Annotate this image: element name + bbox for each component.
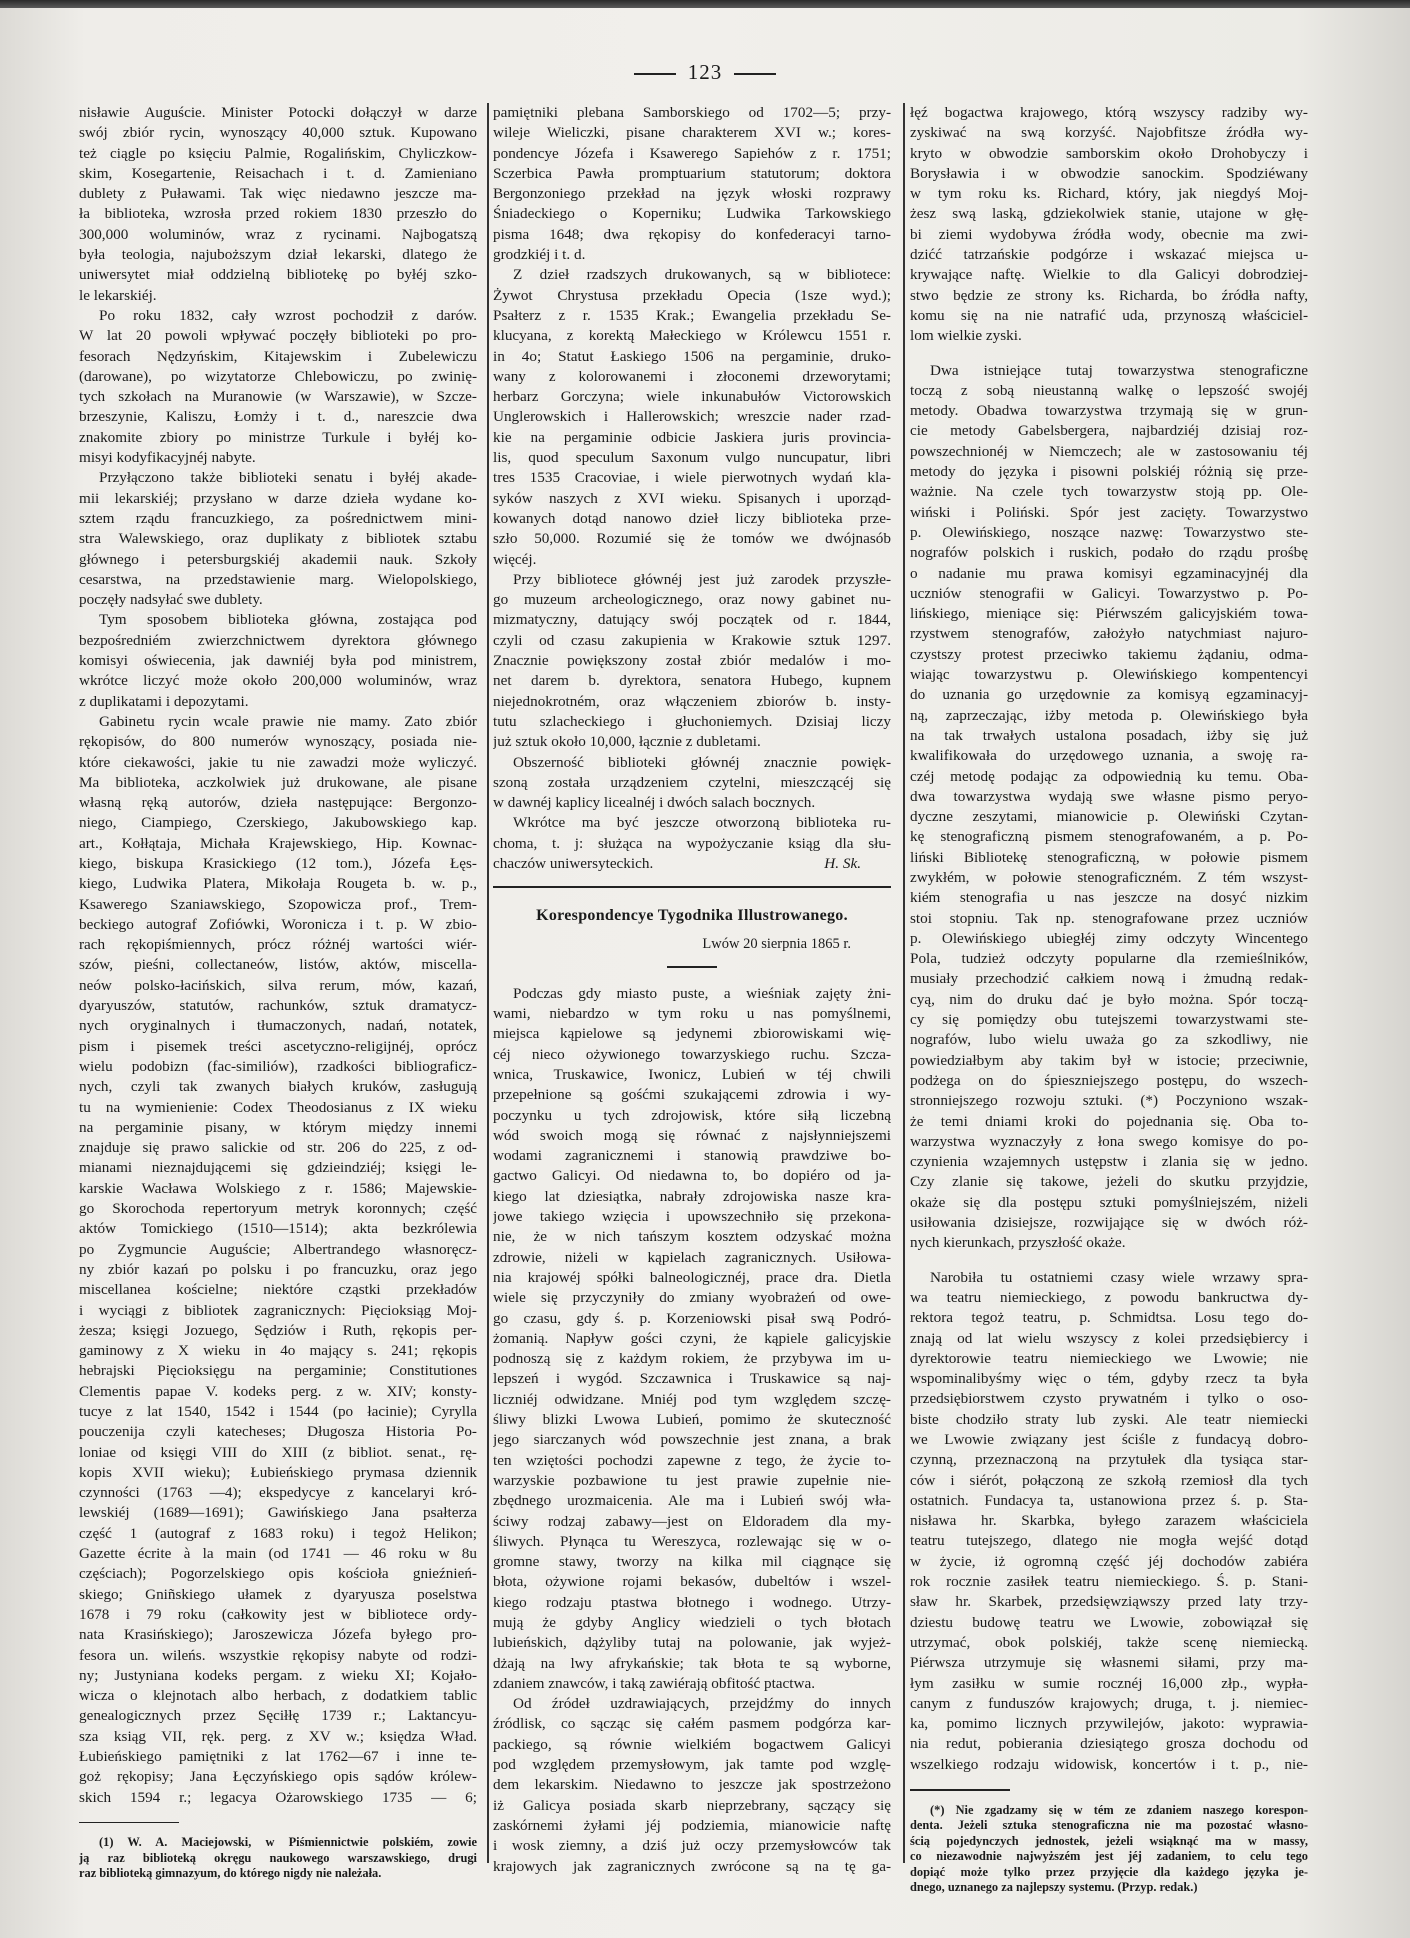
column-3-body <box>910 103 1308 1775</box>
text-line: poczynku u tych zdrojowisk, które siłą liczebną <box>493 1106 891 1124</box>
text-line: Clementis papae V. kodeks perg. z w. XIV; konsty- <box>79 1382 477 1400</box>
text-line: podnoszą się z każdym rokiem, że przybywa im u- <box>493 1350 891 1368</box>
text-line: sztem rządu francuzkiego, za pośrednictwem mini- <box>79 509 477 527</box>
text-line: herbarz Gorczyna; wiele inkunabułów Victorowskich <box>493 388 891 406</box>
text-line: wodami zagranicznemi i stanowią prawdziwe bo- <box>493 1147 891 1165</box>
text-line: zwykłém, w połowie stenograficzném. Z tém wszyst- <box>910 868 1308 886</box>
text-line: wiele się przyczyniły do zmiany wyobrażeń od owe- <box>493 1289 891 1307</box>
text-line: choma, t. j: służąca na wypożyczanie ksiąg dla słu- <box>493 834 891 852</box>
text-line: cy się pomiędzy obu tutejszemi towarzystwami ste- <box>910 1011 1308 1029</box>
text-line: łym zasiłku w sumie rocznéj 16,000 złp., wypła- <box>910 1674 1308 1692</box>
text-line: ną, zaprzeczając, iżby metoda p. Olewińskiego była <box>910 706 1308 724</box>
text-line: własną ręką autorów, dzieła następujące: Bergonzo- <box>79 794 477 812</box>
text-line: dnego, uznanego za najlepszy systemu. (Przyp. redak.) <box>910 1880 1198 1895</box>
text-line: Obszerność biblioteki głównéj znacznie powięk- <box>513 753 891 771</box>
text-line: p. Olewińskiego, noszące nazwę: Towarzystwo ste- <box>910 523 1308 541</box>
text-line: dzićć tatrzańskie podgórze i wskazać miejsca u- <box>910 246 1308 264</box>
text-line: nych, czyli tak zwanych białych kruków, zasługują <box>79 1078 477 1096</box>
text-line: tutu szlacheckiego i głuchoniemych. Dzisiaj liczy <box>493 712 891 730</box>
footnote-rule <box>79 1822 179 1824</box>
text-line: metody. Obadwa towarzystwa trzymają się w grun- <box>910 402 1308 420</box>
text-line: miscellanea kościelne; niektóre cząstki przekładów <box>79 1281 477 1299</box>
text-line: kiego lat dziesiątka, nabrały zdrojowiska nasze kra- <box>493 1187 891 1205</box>
text-line: packiego, są równie wielkiém bogactwem Galicyi <box>493 1735 891 1753</box>
paragraph-gap <box>910 1254 1308 1268</box>
text-line: przepełnione są gośćmi szukającemi zdrowia i wy- <box>493 1086 891 1104</box>
text-line: czynienia wzajemnych ustępstw i zlania się w jedno. <box>910 1153 1308 1171</box>
text-line: Ma biblioteka, aczkolwiek już drukowane, ale pisane <box>79 773 477 791</box>
text-line: we Lwowie związany jest ściśle z fundacyą dobro- <box>910 1431 1308 1448</box>
text-line: nych oryginalnych i tłumaczonych, nadań, notatek, <box>79 1017 477 1035</box>
text-line: zdrowie, niżeli w kąpielach zagranicznych. Usiłowa- <box>493 1248 891 1266</box>
text-line: hebrajski Pięcioksięgu na pergaminie; Constitutiones <box>79 1362 477 1380</box>
text-line: po Zygmuncie Auguście; Albertrandego własnoręcz- <box>79 1240 477 1258</box>
text-line: zaskórnemi żyłami jéj podziemia, mianowicie naftę <box>493 1816 891 1834</box>
footnote-2 <box>910 1803 1308 1896</box>
paragraph-gap <box>910 347 1308 361</box>
text-line: śliwych. Płynąca tu Wereszyca, rozlewając się w o- <box>493 1532 891 1550</box>
text-line: p. Olewińskiego ubiegłéj zimy odczyty Wincentego <box>910 929 1308 947</box>
text-line: kryto w obwodzie samborskim około Drohobyczy i <box>910 144 1308 162</box>
text-line: i wosk ziemny, a dziś już oczy przemysłowców tak <box>493 1837 891 1855</box>
text-line: Śniadeckiego o Koperniku; Ludwika Tarkowskiego <box>493 205 891 223</box>
text-line: kie na pergaminie odbicie Jaskiera juris provincia- <box>493 428 891 446</box>
text-line: przedsiębiorstwem czysto prywatném i tylko o oso- <box>910 1390 1308 1408</box>
text-line: skiego; Gniñskiego ułamek z dyaryusza poselstwa <box>79 1585 477 1603</box>
text-line: tres 1535 Cracoviae, i wiele pierwotnych wydań kla- <box>493 469 891 487</box>
text-line: swój zbiór rycin, wynoszący 40,000 sztuk. Kupowano <box>79 124 477 142</box>
text-line: wspominalibyśmy więc o tém, gdyby rzecz ta była <box>910 1370 1308 1388</box>
text-line: Gabinetu rycin wcale prawie nie mamy. Zato zbiór <box>99 712 477 730</box>
text-line: syków naszych z XVI wieku. Spisanych i uporząd- <box>493 489 891 507</box>
text-line: wany z kolorowanemi i złoconemi drzeworytami; <box>493 367 891 385</box>
text-line: pism i pisemek treści ascetyczno-religijnéj, oprócz <box>79 1037 477 1055</box>
library-article-end <box>493 103 891 854</box>
text-line: czynności (1763 —4); ekspedycye z kancelaryi kró- <box>79 1484 477 1502</box>
text-line: dublety z Puławami. Tak więc niedawno jeszcze ma- <box>79 185 477 203</box>
text-line: i wyciągi z bibliotek zagranicznych: Pięcioksiąg Moj- <box>79 1301 477 1319</box>
text-line: wicza o klejnotach albo herbach, z dodatkiem tablic <box>79 1687 477 1705</box>
text-line: gaminowy z X wieku in 4o mający s. 241; rękopis <box>79 1342 477 1360</box>
text-line: żomanią. Napływ gości czyni, że kąpiele galicyjskie <box>493 1329 891 1347</box>
text-line: ców i siérót, połączoną ze szkołą rzemiosł dla tych <box>910 1471 1308 1489</box>
text-line: Dwa istniejące tutaj towarzystwa stenograficzne <box>930 361 1308 379</box>
text-line: w tym roku ks. Richard, który, jak niegdyś Moj- <box>910 185 1308 203</box>
text-line: mianami nieznajdującemi się gdzieindziéj; księgi le- <box>79 1159 477 1177</box>
text-line: lom wielkie zyski. <box>910 327 1022 345</box>
text-line: gactwo Galicyi. Od niedawna to, bo dopiéro od ja- <box>493 1167 891 1185</box>
text-line: część 1 (autograf z 1683 roku) i tegoż Helikon; <box>79 1524 477 1542</box>
text-line: dopiąć może tylko przez przyjęcie dla każdego języka je- <box>910 1864 1308 1879</box>
text-line: nata Krasińskiego); Jaroszewicza Józefa byłego pro- <box>79 1626 477 1644</box>
text-line: pod względem przemysłowym, jak tamte pod wzglę- <box>493 1756 891 1774</box>
text-line: kiém stenografia u nas jeszcze na dosyć nizkim <box>910 889 1308 907</box>
text-line: ten wziętości pochodzi zapewne z tego, że życie to- <box>493 1451 891 1469</box>
text-line: szoną została urządzeniem czytelni, mieszczącéj się <box>493 773 891 791</box>
text-line: biste chodziło straty lub zyski. Ale teatr niemiecki <box>910 1410 1308 1428</box>
signature-line <box>493 854 891 874</box>
text-line: 300,000 woluminów, wraz z rycinami. Najbogatszą <box>79 225 477 243</box>
text-line: ostatnich. Fundacya ta, ustanowiona przez ś. p. Sta- <box>910 1491 1308 1509</box>
text-line: Narobiła tu ostatniemi czasy wiele wrzawy spra- <box>930 1268 1308 1286</box>
text-line: W lat 20 powoli wpływać poczęły biblioteki po pro- <box>79 327 477 345</box>
text-line: lis, quod speculum Saxonum vulgo nuncupatur, libri <box>493 449 891 467</box>
text-line: pamiętniki plebana Samborskiego od 1702—5; przy- <box>493 104 891 121</box>
text-line: kowanych dotąd nanowo dzieł liczy biblioteka prze- <box>493 509 891 527</box>
text-line: beckiego autograf Zofiówki, Woronicza i t. p. W zbio- <box>79 915 477 933</box>
text-line: niego, Ciampiego, Czerskiego, Jakubowskiego kap. <box>79 814 477 832</box>
text-line: nia redut, pobierania dziesiątego grosza dochodu od <box>910 1735 1308 1753</box>
text-line: szów, pieśni, collectaneów, listów, aktów, miscella- <box>79 956 477 974</box>
section-heading: Korespondencye Tygodnika Illustrowanego. <box>536 907 848 925</box>
dateline-rule <box>667 966 717 968</box>
text-line: goż rękopisy; Jana Łęczyńskiego opis sądów królew- <box>79 1768 477 1786</box>
dateline: Lwów 20 sierpnia 1865 r. <box>702 936 851 953</box>
text-line: Znacznie powiększony został zbiór medalów i mo- <box>493 652 891 670</box>
text-line: dyczne zeszytami, mianowicie p. Olewiński Czytan- <box>910 808 1308 826</box>
text-line: nografów polskich i ruskich, podało do rządu prośbę <box>910 544 1308 562</box>
text-line: ścią pojedynczych jednostek, jeżeli wsiąknąć ma w massy, <box>910 1833 1308 1848</box>
text-line: ka, pomimo licznych przywilejów, jakoto: wyprawia- <box>910 1715 1308 1733</box>
text-line: tych szkołach na Muranowie (w Warszawie), w Szcze- <box>79 388 477 406</box>
column-2 <box>493 103 891 1877</box>
text-line: nografów, lubo wielu uważa go za szkodliwy, nie <box>910 1031 1308 1049</box>
text-line: sza ksiąg VII, ręk. perg. z XV w.; księdza Wład. <box>79 1727 477 1745</box>
footnote-rule <box>910 1789 1010 1791</box>
text-line: metody do języka i pisowni polskiéj różnią się prze- <box>910 463 1308 481</box>
text-line: pisma 1648; dwa rękopisy do konfederacyi tarno- <box>493 225 891 243</box>
text-line: ny zbiór kazań po polsku i po francuzku, oraz jego <box>79 1260 477 1278</box>
text-line: rach rękopiśmiennych, prócz różnéj wartości wiér- <box>79 936 477 954</box>
text-line: wami, niebardzo w tym roku u nas pomyślnemi, <box>493 1005 891 1023</box>
text-line: kiego rodzaju ptastwa błotnego i wodnego. Utrzy- <box>493 1593 891 1611</box>
text-line: klucyana, z korektą Małeckiego w Królewcu 1551 r. <box>493 327 891 345</box>
text-line: lewskiéj (1689—1691); Gawińskiego Jana psałterza <box>79 1504 477 1522</box>
text-line: pouczenija czyli katecheses; Długosza Historia Po- <box>79 1423 477 1441</box>
text-line: stwo będzie ze strony ks. Richarda, bo źródła nafty, <box>910 286 1308 304</box>
text-line: zyskiwać na swą korzyść. Najobfitsze źródła wy- <box>910 124 1308 142</box>
text-line: musiały przechodzić całkiem nową i żmudną redak- <box>910 970 1308 988</box>
text-line: znają od lat wielu wszyscy z kolei przedsiębiercy i <box>910 1329 1308 1347</box>
text-line: stronniejszego rozwoju sztuki. (*) Poczyniono wszak- <box>910 1092 1308 1110</box>
text-line: nych kierunkach, przyszłość okaże. <box>910 1234 1126 1252</box>
column-3 <box>910 103 1308 1896</box>
text-line: Borysławia i w obwodzie sanockim. Spodziéwany <box>910 164 1308 182</box>
text-line: w dawnéj kaplicy licealnéj i dwóch salach bocznych. <box>493 794 816 812</box>
text-line: uczniów stenografii w Galicyi. Towarzystwo p. Po- <box>910 584 1308 602</box>
text-line: stoi stopniu. Tak np. stenografowane przez uczniów <box>910 909 1308 927</box>
text-line: Przyłączono także biblioteki senatu i byłéj akade- <box>99 469 477 487</box>
text-line: nie, że w nich tańszym kosztem odzyskać można <box>493 1228 891 1246</box>
text-line: dyaryuszów, statutów, rachunków, sztuk dramatycz- <box>79 997 477 1015</box>
text-line: wa teatru niemieckiego, z powodu bankructwa dy- <box>910 1288 1308 1306</box>
text-line: warzyskie pozbawione tu jest prawie zupełnie nie- <box>493 1471 891 1489</box>
text-line: niejednokrotném, oraz włączeniem zbiorów b. insty- <box>493 692 891 710</box>
text-line: krywające naftę. Wielkie to dla Galicyi dobrodziej- <box>910 266 1308 284</box>
text-line: wileje Wieliczki, pisane charakterem XVI w.; kores- <box>493 124 891 142</box>
text-line: utrzymać, obok polskiéj, także scenę niemiecką. <box>910 1633 1308 1651</box>
text-line: neów polsko-łacińskich, silva rerum, mów, kazań, <box>79 976 477 994</box>
text-line: ny; Justyniana kodeks pergam. z wieku XI; Kojało- <box>79 1666 477 1684</box>
text-line: czynną, przeznaczoną na przytułek dla tysiąca star- <box>910 1451 1308 1469</box>
text-line: jego siarczanych wód powszechnie jest znana, a brak <box>493 1431 891 1449</box>
text-line: łęź bogactwa krajowego, którą wszyscy radziby wy- <box>910 104 1308 121</box>
text-line: uniwersytet miał oddzielną bibliotekę po byłéj szko- <box>79 266 477 284</box>
text-line: do uznania go urzędownie za komisyą egzaminacyj- <box>910 686 1308 704</box>
text-line: wkrótce liczyć może około 200,000 woluminów, wraz <box>79 672 477 690</box>
text-line: śliwy blizki Lwowa Lubień, pomimo że skuteczność <box>493 1411 891 1429</box>
text-line: też ciągle po księciu Palmie, Rogalińskim, Chyliczkow- <box>79 144 477 162</box>
text-line: już sztuk około 10,000, łącznie z dubletami. <box>493 733 761 751</box>
text-line: Psałterz z r. 1535 Krak.; Ewangelia przekładu Se- <box>493 306 891 324</box>
text-line: które ciekawości, jakie tu nie zawadzi może wyliczyć. <box>79 753 477 771</box>
text-line: głównego i petersburgskiéj akademii nauk. Szkoły <box>79 550 477 568</box>
text-line: powiedziałbym aby takim był w istocie; przeciwnie, <box>910 1051 1308 1069</box>
text-line: pondencye Józefa i Ksawerego Sapiehów z r. 1751; <box>493 144 891 162</box>
column-1 <box>79 103 477 1882</box>
text-line: źródlisk, co sącząc się całém pasmem podgórza kar- <box>493 1715 891 1733</box>
text-line: mii lekarskiéj; przysłano w darze dzieła wydane ko- <box>79 489 477 507</box>
text-line: Unglerowskich i Hallerowskich; wreszcie nader rzad- <box>493 408 891 426</box>
text-line: liński Bibliotekę stenograficzną, w połowie pismem <box>910 848 1308 866</box>
text-line: Czy zlanie się takowe, jeżeli do skutku przyjdzie, <box>910 1173 1308 1191</box>
text-line: Żywot Chrystusa przekładu Opecia (1sze wyd.); <box>493 286 891 304</box>
text-line: go Skorochoda repertoryum metryk koronnych; część <box>79 1200 477 1218</box>
text-line: dwa towarzystwa wydają swe własne pismo peryo- <box>910 787 1308 805</box>
text-line: canym z funduszów krajowych; druga, t. j. niemiec- <box>910 1694 1308 1712</box>
text-line: sław hr. Skarbek, przedsięwziąwszy przed laty trzy- <box>910 1593 1308 1611</box>
text-line: Przy bibliotece głównéj jest już zarodek przyszłe- <box>513 570 891 588</box>
text-line: iż Galicya posiada skarb nieprzebrany, sączący się <box>493 1796 891 1814</box>
text-line: komisyi oświecenia, jak dawniéj była pod ministrem, <box>79 652 477 670</box>
text-line: na pergaminie pisany, w którym między innemi <box>79 1118 477 1136</box>
article-last-line: chaczów uniwersyteckich. <box>493 854 654 872</box>
text-line: Po roku 1832, cały wzrost pochodził z darów. <box>99 306 477 324</box>
text-line: rektora tegoż teatru, p. Schmidtsa. Losu tego do- <box>910 1309 1308 1327</box>
text-line: żesza; księgi Jozuego, Sędziów i Ruth, rękopis per- <box>79 1321 477 1339</box>
article-signature: H. Sk. <box>824 854 861 872</box>
text-line: czystszy protest przeciwko takiemu żądaniu, odma- <box>910 645 1308 663</box>
text-line: była teologia, najuboższym dział lekarski, dlatego że <box>79 246 477 264</box>
column-divider-2 <box>903 103 905 1863</box>
text-line: wszelkiego rodzaju widowisk, koncertów i t. p., nie- <box>910 1755 1308 1773</box>
correspondence-body <box>493 984 891 1877</box>
text-line: dżają na lwy afrykańskie; tak błota te są wyborne, <box>493 1654 891 1672</box>
text-line: teatru tutejszego, dlatego nie mogła wejść dotąd <box>910 1532 1308 1550</box>
text-line: powszechnionéj w Niemczech; ale w zastosowaniu téj <box>910 442 1308 460</box>
text-line: liczniéj odwidzane. Mniéj pod tym względem szczę- <box>493 1390 891 1408</box>
text-line: kwalifikowała do urzędowego uznania, a swoję ra- <box>910 747 1308 765</box>
text-line: zbędnego urozmaicenia. Ale ma i Lubień swój wła- <box>493 1492 891 1510</box>
text-line: Łubieńskiego pamiętniki z lat 1762—67 i inne te- <box>79 1748 477 1766</box>
text-line: ją raz biblioteką okręgu naukowego warszawskiego, drugi <box>79 1850 477 1865</box>
text-line: ważnie. Na czele tych towarzystw stoją pp. Ole- <box>910 483 1308 501</box>
text-line: mują że gdyby Anglicy wiedzieli o tych błotach <box>493 1613 891 1631</box>
text-line: rękopisów, do 800 numerów wynoszący, posiada nie- <box>79 733 477 751</box>
text-line: 1678 i 79 roku (całkowity jest w bibliotece ordy- <box>79 1605 477 1623</box>
text-line: czyli od czasu zakupienia w Krakowie sztuk 1297. <box>493 631 891 649</box>
text-line: rok rocznie zasiłek teatru niemieckiego. Ś. p. Stani- <box>910 1573 1308 1591</box>
text-line: in 4o; Statut Łaskiego 1506 na pergaminie, druko- <box>493 347 891 365</box>
text-line: na tak trwałych ustalona posadach, iżby się już <box>910 726 1308 744</box>
text-line: podżega on do śpieszniejszego postępu, do wszech- <box>910 1071 1308 1089</box>
text-line: brzeszynie, Kaliszu, Łomży i t. d., nareszcie dwa <box>79 408 477 426</box>
text-line: Pola, tudzież odczyty popularne dla rzemieślników, <box>910 950 1308 968</box>
column-divider-1 <box>487 103 489 1863</box>
text-line: (1) W. A. Maciejowski, w Piśmiennictwie polskiém, zowie <box>99 1835 477 1850</box>
text-line: poczęły nadsyłać swe dublety. <box>79 591 263 609</box>
text-line: wiając towarzystwu p. Olewińskiego kompentencyi <box>910 666 1308 684</box>
text-line: Wkrótce ma być jeszcze otworzoną biblioteka ru- <box>513 814 891 832</box>
text-line: warzystwa wyznaczyły z łona swego komisye do po- <box>910 1132 1308 1150</box>
text-line: kiego, biskupa Krasickiego (12 tom.), Józefa Łęs- <box>79 854 477 872</box>
text-line: Bergonzoniego przekład na język włoski rozprawy <box>493 185 891 203</box>
text-line: kiego, Ludwika Platera, Mikołaja Rougeta b. w. p., <box>79 875 477 893</box>
text-line: w życie, iż ogromną część jéj dochodów zabiéra <box>910 1552 1308 1570</box>
text-line: denta. Jeżeli sztuka stenograficzna nie ma pozostać własno- <box>910 1818 1308 1833</box>
text-line: Z dzieł rzadszych drukowanych, są w bibliotece: <box>513 266 891 284</box>
text-line: lubieńskich, dążyliby tutaj na polowanie, jak wyjeż- <box>493 1634 891 1652</box>
text-line: znakomite zbiory po ministrze Turkule i byłéj ko- <box>79 428 477 446</box>
text-line: Od źródeł uzdrawiających, przejdźmy do innych <box>513 1695 891 1713</box>
text-line: loniae od księgi VIII do XIII (z bibliot. senat., rę- <box>79 1443 477 1461</box>
text-line: Podczas gdy miasto puste, a wieśniak zajęty żni- <box>513 984 891 1002</box>
text-line: dziestu budowę teatru we Lwowie, zobowiązał się <box>910 1613 1308 1631</box>
text-line: Ksawerego Szaniawskiego, Szopowicza prof., Trem- <box>79 895 477 913</box>
scan-top-edge <box>0 0 1410 8</box>
footnote-1 <box>79 1835 477 1882</box>
text-line: skim, Kosegartenie, Reisachach i t. d. Zamieniano <box>79 164 477 182</box>
text-line: misyi kodyfikacyjnéj nabyte. <box>79 449 256 467</box>
text-line: wnica, Truskawice, Iwonicz, Lubień w téj chwili <box>493 1065 891 1083</box>
text-line: nisławie Auguście. Minister Potocki dołączył w darze <box>79 104 477 121</box>
text-line: lepszeń i wygód. Szczawnica i Truskawice są naj- <box>493 1370 891 1388</box>
text-line: lińskiego, mieniące się: Piérwszém galicyjskiém towa- <box>910 605 1308 623</box>
text-line: go muzeum archeologicznego, oraz nowy gabinet nu- <box>493 591 891 609</box>
text-line: wód swoich mogą się równać z najsłynniejszemi <box>493 1126 891 1144</box>
text-line: Piérwsza utrzymuje się własnemi siłami, przy ma- <box>910 1654 1308 1672</box>
page-number-text: 123 <box>687 60 723 84</box>
text-line: ła biblioteka, wzrosła przed rokiem 1830 przeszło do <box>79 205 477 223</box>
text-line: go czasu, gdy ś. p. Korzeniowski pisał swą Podró- <box>493 1309 891 1327</box>
text-line: czéj metodę podając za odpowiednią ku temu. Oba- <box>910 767 1308 785</box>
text-line: art., Kołłątaja, Michała Krajewskiego, Hip. Kownac- <box>79 834 477 852</box>
text-line: net darem b. dyrektora, senatora Hubego, kupnem <box>493 672 891 690</box>
text-line: tu na wymienienie: Codex Theodosianus z IX wieku <box>79 1098 477 1116</box>
text-line: jowe takiego wzięcia i upowszechniło się przekona- <box>493 1208 891 1226</box>
text-line: fesora un. wileńs. wszystkie rękopisy nabyte od rodzi- <box>79 1646 477 1664</box>
text-line: gromne stawy, tworzy na kilka mil ciągnące się <box>493 1553 891 1571</box>
column-1-body <box>79 103 477 1808</box>
text-line: fesorach Nędzyńskim, Kitajewskim i Zubelewiczu <box>79 347 477 365</box>
text-line: tucye z lat 1540, 1542 i 1544 (po łacinie); Cyrylla <box>79 1403 477 1420</box>
text-line: mizmatyczny, datujący swój początek od r. 1844, <box>493 611 891 629</box>
text-line: częściach); Pogorzelskiego opis kościoła gnieźnień- <box>79 1565 477 1583</box>
text-line: usiłowania dzisiejsze, rozwijające się w dwóch róż- <box>910 1214 1308 1232</box>
text-line: okaże się dla postępu sztuki pomyślniejszém, niżeli <box>910 1193 1308 1211</box>
text-line: błota, ożywione rojami bekasów, dubeltów i wszel- <box>493 1573 891 1591</box>
text-line: bi ziemi wydobywa źródła wody, obecnie ma zwi- <box>910 225 1308 243</box>
text-line: dyrektorowie teatru niemieckiego we Lwowie; nie <box>910 1349 1308 1367</box>
text-line: karskie Wacława Wolskiego z r. 1586; Majewskie- <box>79 1179 477 1197</box>
text-line: aktów Tomickiego (1510—1514); akta bezkrólewia <box>79 1220 477 1238</box>
text-line: zdaniem znawców, i taką zawiérają obfitość ptactwa. <box>493 1674 816 1692</box>
text-line: nia krajowéj spółki balneologicznéj, prace dra. Dietla <box>493 1268 891 1286</box>
text-line: znajduje się prawo salickie od str. 206 do 225, z od- <box>79 1139 477 1157</box>
text-line: Sczerbica Pawła promptuarium statutorum; doktora <box>493 164 891 182</box>
text-line: kę stenograficzną pismem stenografowaném, a p. Po- <box>910 828 1308 846</box>
text-line: céj nieco ożywionego towarzyskiego ruchu. Szcza- <box>493 1045 891 1063</box>
text-line: Gazette écrite à la main (od 1741 — 46 roku w 8u <box>79 1545 477 1563</box>
text-line: że temi dniami kroki do pojednania się. Oba to- <box>910 1112 1308 1130</box>
text-line: skich 1594 r.; legacya Ożarowskiego 1735 — 6; <box>79 1788 477 1806</box>
text-line: cie metody Gabelsbergera, najbardziéj dzisiaj roz- <box>910 422 1308 440</box>
text-line: grodzkiéj i t. d. <box>493 246 586 264</box>
page-number <box>0 60 1410 85</box>
text-line: nisława hr. Skarbka, byłego zarazem właściciela <box>910 1512 1308 1530</box>
newspaper-page <box>0 8 1410 1938</box>
text-line: krajowych jak zagranicznych zwrócone są na tę ga- <box>493 1857 891 1875</box>
text-line: co niezawodnie najwyższém jest jéj zadaniem, to celu tego <box>910 1849 1308 1864</box>
text-line: dem lekarskim. Niedawno to jeszcze jak spostrzeżono <box>493 1776 891 1794</box>
text-line: więcéj. <box>493 550 537 568</box>
text-line: wiński i Poliński. Spór jest zacięty. Towarzystwo <box>910 503 1308 521</box>
text-line: stra Walewskiego, oraz duplikaty z bibliotek sztabu <box>79 530 477 548</box>
text-line: rzystwem stenografów, założyło natychmiast najuro- <box>910 625 1308 643</box>
section-divider <box>493 886 891 888</box>
text-line: bezpośredniém zwierzchnictwem dyrektora głównego <box>79 631 477 649</box>
text-line: le lekarskiéj. <box>79 286 157 304</box>
text-line: Tym sposobem biblioteka główna, zostająca pod <box>99 611 477 629</box>
text-line: cyą, nim do druku dać je było można. Spór toczą- <box>910 990 1308 1008</box>
text-line: raz biblioteką gimnazyum, do którego nigdy nie należała. <box>79 1866 382 1881</box>
text-line: genealogicznych przez Sęciłłę 1739 r.; Laktancyu- <box>79 1707 477 1725</box>
text-line: komu się na nie natrafić uda, przynoszą właściciel- <box>910 306 1308 324</box>
text-line: szło 50,000. Rozumié się że tomów we dwójnasób <box>493 530 891 548</box>
text-line: (darowane), po wizytatorze Chlebowiczu, po zwinię- <box>79 367 477 385</box>
text-line: cesarstwa, na przedstawienie marg. Wielopolskiego, <box>79 570 477 588</box>
text-line: miejsca kąpielowe są jedynemi zbiorowiskami wię- <box>493 1025 891 1043</box>
text-line: o nadanie mu prawa komisyi egzaminacyjnéj dla <box>910 564 1308 582</box>
text-line: kopis XVII wieku); Łubieńskiego prymasa dziennik <box>79 1463 477 1481</box>
text-line: (*) Nie zgadzamy się w tém ze zdaniem naszego korespon- <box>930 1802 1308 1817</box>
text-line: toczą z sobą nieustanną walkę o lepszość swojéj <box>910 381 1308 399</box>
text-line: ściwy rodzaj zabawy—jest on Eldoradem dla my- <box>493 1512 891 1530</box>
page-number-dash-left <box>634 73 676 75</box>
text-line: wielu podobizn (fac-similiów), rzadkości bibliograficz- <box>79 1057 477 1075</box>
text-line: z duplikatami i depozytami. <box>79 692 249 710</box>
page-number-dash-right <box>734 73 776 75</box>
text-line: żesz swą laską, gdziekolwiek stanie, utajone w głę- <box>910 205 1308 223</box>
